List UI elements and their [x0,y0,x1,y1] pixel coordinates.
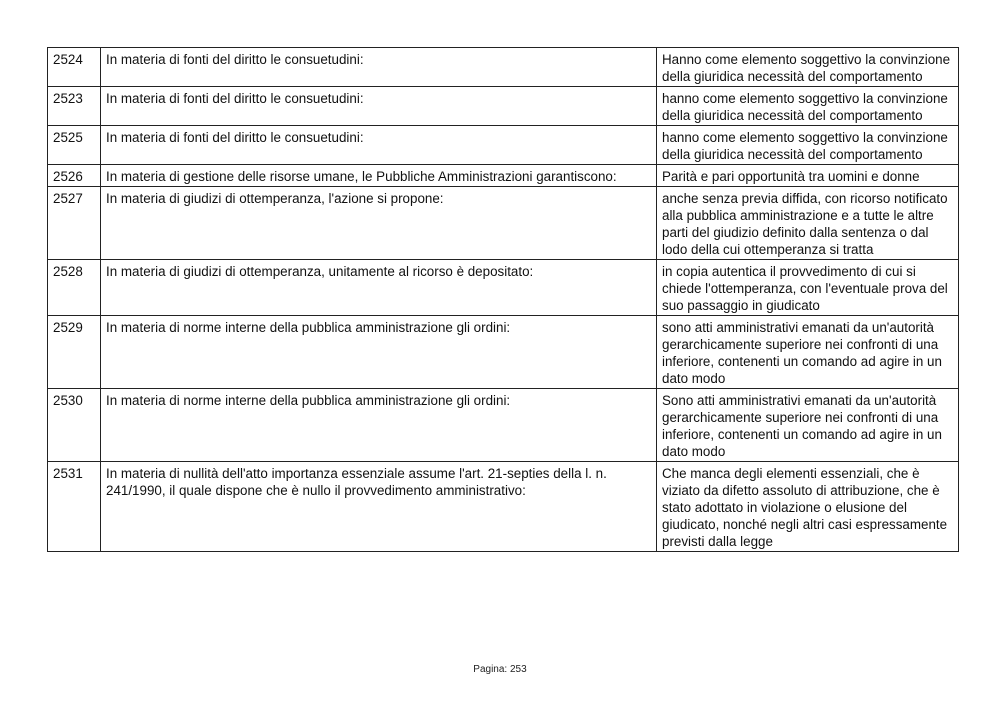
question-text: In materia di fonti del diritto le consuetudini: [101,87,657,126]
question-text: In materia di fonti del diritto le consuetudini: [101,126,657,165]
question-number: 2523 [48,87,101,126]
table-row [48,165,959,187]
quiz-table-body [48,48,959,552]
question-number: 2527 [48,187,101,260]
quiz-table [47,47,959,552]
answer-text: in copia autentica il provvedimento di cui si chiede l'ottemperanza, con l'eventuale prova del suo passaggio in giudicato [657,260,959,316]
answer-text: Parità e pari opportunità tra uomini e donne [657,165,959,187]
question-number: 2528 [48,260,101,316]
question-text: In materia di nullità dell'atto importanza essenziale assume l'art. 21-septies della l. n. 241/1990, il quale dispone che è nullo il provvedimento amministrativo: [101,462,657,552]
table-row [48,48,959,87]
table-row [48,260,959,316]
answer-text: sono atti amministrativi emanati da un'autorità gerarchicamente superiore nei confronti di una inferiore, contenenti un comando ad agire in un dato modo [657,316,959,389]
question-number: 2530 [48,389,101,462]
question-number: 2531 [48,462,101,552]
answer-text: Sono atti amministrativi emanati da un'autorità gerarchicamente superiore nei confronti di una inferiore, contenenti un comando ad agire in un dato modo [657,389,959,462]
question-text: In materia di fonti del diritto le consuetudini: [101,48,657,87]
table-row [48,316,959,389]
page-number: Pagina: 253 [473,664,527,675]
answer-text: hanno come elemento soggettivo la convinzione della giuridica necessità del comportamento [657,87,959,126]
table-row [48,462,959,552]
table-row [48,87,959,126]
question-text: In materia di giudizi di ottemperanza, unitamente al ricorso è depositato: [101,260,657,316]
question-text: In materia di giudizi di ottemperanza, l'azione si propone: [101,187,657,260]
question-number: 2524 [48,48,101,87]
question-number: 2526 [48,165,101,187]
table-row [48,187,959,260]
question-number: 2529 [48,316,101,389]
table-row [48,389,959,462]
question-text: In materia di norme interne della pubblica amministrazione gli ordini: [101,389,657,462]
answer-text: anche senza previa diffida, con ricorso notificato alla pubblica amministrazione e a tutte le altre parti del giudizio definito dalla sentenza o dal lodo della cui ottemperanza si tratta [657,187,959,260]
answer-text: Hanno come elemento soggettivo la convinzione della giuridica necessità del comportamento [657,48,959,87]
table-row [48,126,959,165]
answer-text: Che manca degli elementi essenziali, che è viziato da difetto assoluto di attribuzione, che è stato adottato in violazione o elusione del giudicato, nonché negli altri casi espressamente previsti dalla legge [657,462,959,552]
answer-text: hanno come elemento soggettivo la convinzione della giuridica necessità del comportamento [657,126,959,165]
question-text: In materia di norme interne della pubblica amministrazione gli ordini: [101,316,657,389]
question-number: 2525 [48,126,101,165]
question-text: In materia di gestione delle risorse umane, le Pubbliche Amministrazioni garantiscono: [101,165,657,187]
